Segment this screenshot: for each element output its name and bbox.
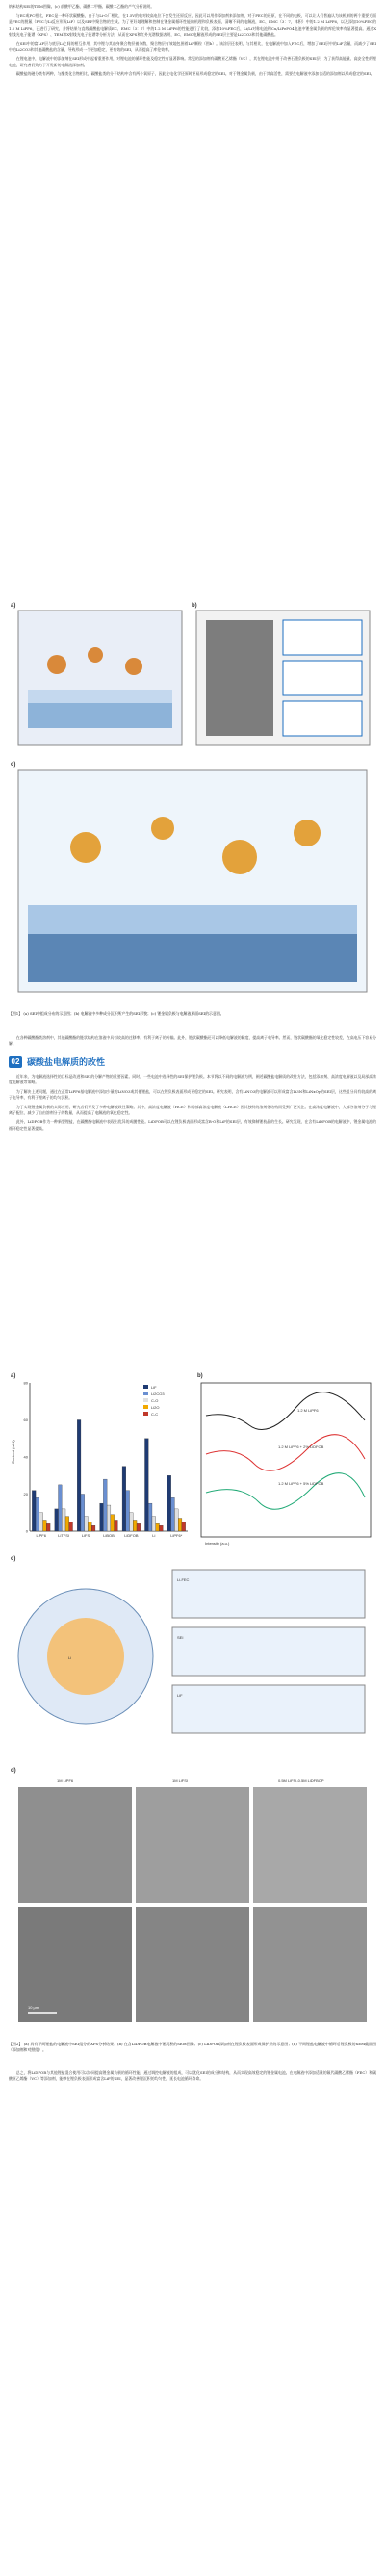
paragraph-5: 在各种碳酸酯类溶剂中，其他碳酸酯的链状结构在溶液中具有较高的迁移率，有利于离子的传输。此外，链状碳酸酯还可以降低电解液的黏度，提高离子电导率。然而，链状碳酸酯的氧化稳定性较差，在高电压下容易分解。: [9, 1035, 376, 1047]
bar-LiFSI-LiF: [77, 1420, 81, 1532]
intro-text: [9, 13, 376, 81]
line-series-2-label: 1.2 M LiPF6 + 2% LiDFOB: [278, 1444, 324, 1449]
legend-swatch: [143, 1412, 148, 1416]
fig1-b-tem-image: [206, 620, 273, 736]
line-chart-frame: [201, 1383, 371, 1537]
section-title: 碳酸盐电解质的改性: [27, 1058, 106, 1068]
bar-LiDFOB-Li2O: [133, 1520, 137, 1531]
bar-LiBOB-Li2CO3: [103, 1479, 107, 1531]
bar-LiPF6*-Li2CO3: [171, 1497, 175, 1531]
section-paragraph-2: 为了解决上述问题，通过在正常LiPF6基电解液中添加少量的LiNO3或其他锂盐，可以在锂负极表面形成更稳定的SEI。研究表明，含有LiNO3的电解液可以形成富含Li3N和LiNxOy的SEI层，这些组分具有较高的离子电导率，有利于锂离子的均匀沉积。: [9, 1088, 376, 1101]
legend-label: Li2O: [151, 1405, 160, 1410]
bar-x-tick: Li: [152, 1533, 156, 1538]
sem-image-3-bottom: [253, 1907, 367, 2022]
bar-LiPF6*-Li2O: [178, 1519, 182, 1531]
fig2-c-label-1: Li-FEC: [177, 1577, 190, 1582]
fig2-c-label-3: LiF: [177, 1693, 183, 1698]
sem-image-1-top: [18, 1787, 132, 1903]
bar-LiTFSI-C-O: [62, 1509, 65, 1531]
fig1-panel-a-label: a): [11, 603, 16, 609]
fig1-a-particle-2: [88, 647, 103, 663]
fig2-c-box-3: [172, 1685, 365, 1733]
fig2-panel-c: [18, 1570, 365, 1733]
figure-1-caption: 【图1】 (a) SEI中组成分布的示意图；(b) 电解液中多种成分沉积所产生的SEI形貌；(c) 锂金属负极与电解液界面SEI的示意图。: [9, 1011, 224, 1016]
legend-label: LiF: [151, 1385, 157, 1390]
footer-paragraph: 总之，将LiDFOB与其他锂盐混合使用可以协同提高锂金属负极的循环性能。通过调控电解液的组成，可以优化SEI的成分和结构，从而实现高效稳定的锂金属电池。在电解液中添加适量的氟代碳酸乙烯酯（FEC）和碳酸亚乙烯酯（VC）等添加剂，能够在锂负极表面形成富含LiF的SEI，显著改善锂沉积的均匀性，延长电池循环寿命。: [9, 2070, 376, 2082]
bar-Li-Li2O: [156, 1523, 160, 1531]
fig1-a-particle-3: [125, 658, 142, 675]
sem-image-2-bottom: [136, 1907, 249, 2022]
bar-Li-Li2CO3: [148, 1503, 152, 1531]
fig2-c-box-1: [172, 1570, 365, 1618]
legend-swatch: [143, 1392, 148, 1395]
fig2-panel-c-label: c): [11, 1556, 16, 1562]
line-series-3-label: 1.2 M LiPF6 + 5% LiDFOB: [278, 1481, 324, 1486]
bar-LiTFSI-LiF: [55, 1509, 59, 1531]
section-header: [9, 1055, 105, 1068]
bar-LiPF6-Li2CO3: [36, 1497, 39, 1531]
bar-x-tick: LiPF6*: [170, 1533, 183, 1538]
paragraph-1: 与EC或PC相比，FEC是一种环状碳酸酯，由于与Li-O厂相比，在1.5V的电对较高电位下会发生还原反应，因此可以用作添加剂来添加剂，对于FEC的还原，在不同的电极，可以让人们普遍认为该机制的两个重要方面是FEC的脱氟（FEC与Li反应形成LiF）以及SEI中聚合物的生成。为了更好地理解和控制在锂金属循环性能的机理和负极表面，清晰不同的电解液，EC、EMC（3：7，体积）中的1.2 M LiPF6，以及添加10%FEC的1.2 M LiPF6，已进行了研究，并将结果与直线碳酸盐电解质EC、EMC（3：7）中的1.2 M LiPF6的性能进行了比较，添加10%FEC后，Li/Li对称电池和Cu/LiFePO4电池中锂金属负极的库伦效率有显著提高。通过X射线光电子能谱（XPS）、TEM和X射线光电子能谱等分析方法，从而在XPS和红外光谱数据表明，EC、EMC电解液形成的SEI层主要是Li2CO3和其他碳酸盐。: [9, 13, 376, 38]
fig2-panel-a-label: a): [11, 1373, 16, 1379]
legend-swatch: [143, 1405, 148, 1409]
bar-LiBOB-C-C: [115, 1520, 118, 1531]
legend-swatch: [143, 1385, 148, 1389]
fig1-a-sei-layer: [28, 690, 172, 703]
section-text: [9, 1074, 376, 1134]
line-series-1-label: 1.2 M LiPF6: [297, 1408, 319, 1413]
fig2-panel-d: [18, 1778, 367, 2022]
figure-2: [9, 1367, 376, 2061]
bar-LiDFOB-Li2CO3: [126, 1491, 130, 1531]
bar-x-tick: LiPF6: [36, 1533, 46, 1538]
bar-LiTFSI-C-C: [69, 1522, 73, 1531]
bar-x-tick: LiBOB: [103, 1533, 115, 1538]
bar-LiFSI-C-C: [91, 1525, 95, 1531]
fig1-panel-c-label: c): [11, 762, 16, 768]
bar-LiPF6-C-C: [46, 1523, 50, 1531]
fig1-b-legend-box-2: [283, 661, 362, 695]
bar-LiPF6*-C-O: [174, 1509, 178, 1531]
bar-LiPF6-Li2O: [43, 1520, 47, 1531]
fig2-line-chart: [201, 1383, 371, 1546]
fig1-c-sei: [28, 905, 357, 934]
fig1-b-legend-box-1: [283, 620, 362, 655]
paragraph-4: 碳酸盐的磁分类有两种，与酯类化合物相比，碳酸盐类的分子结构中含有两个氧原子，因此在电化学还原时更易形成稳定的SEI。对于锂金属负极，由于其高活性，需要在电解液中添加合适的添加剂以形成稳定的SEI。: [15, 71, 374, 77]
bar-LiFSI-Li2CO3: [81, 1495, 85, 1532]
bar-LiDFOB-C-O: [130, 1513, 134, 1531]
bar-y-tick: 20: [23, 1492, 28, 1496]
bar-LiBOB-LiF: [100, 1503, 104, 1531]
line-y-label: Intensity (a.u.): [205, 1541, 230, 1546]
figure-2-graphic: [9, 1367, 376, 2032]
sem-title-2: 1M LiFSI: [172, 1778, 189, 1782]
figure-1: [9, 597, 376, 1030]
bar-LiPF6*-LiF: [167, 1475, 171, 1531]
fig2-panel-d-label: d): [11, 1768, 16, 1774]
legend-label: Li2CO3: [151, 1392, 165, 1396]
bar-x-tick: LiFSI: [81, 1533, 91, 1538]
figure-2-caption: 【图2】 (a) 具有不同锂盐的电解液中SEI组分的XPS分析结果；(b) 在含LiDFOB电解液中锂沉积的SEM图像；(c) LiDFOB添加剂在锂负极表面形成保护层的示意图；(d) 不同锂盐电解液中循环后锂负极的SEM截面图（添加剂和对照组）。: [9, 2042, 376, 2052]
fig2-c-label-4: Li: [68, 1655, 72, 1660]
bar-LiPF6*-C-C: [182, 1522, 186, 1531]
bar-LiTFSI-Li2O: [65, 1517, 69, 1531]
bar-LiDFOB-LiF: [122, 1467, 126, 1531]
fig2-c-box-2: [172, 1627, 365, 1676]
sem-image-3-top: [253, 1787, 367, 1903]
sem-image-2-top: [136, 1787, 249, 1903]
bar-y-tick: 60: [23, 1418, 28, 1422]
paragraph-3: 在锂电池中，电解液中的添加剂在SEI形成中起着重要作用，对锂电池的循环性能及稳定性有显著影响。常见的添加剂有碳酸亚乙烯酯（VC），其在锂电池中用于改善石墨负极的SEI层，为了获得高能量、高安全性的锂电池，研究者们致力于开发新的电解液添加剂。: [9, 56, 376, 67]
bar-LiBOB-C-O: [107, 1505, 111, 1531]
bar-y-label: Content (at%): [11, 1440, 15, 1464]
fig1-a-electrode: [28, 703, 172, 728]
bar-y-tick: 0: [25, 1528, 28, 1534]
bar-LiBOB-Li2O: [111, 1515, 115, 1531]
section-paragraph-4: 此外，LiDFOB作为一种新型锂盐，在碳酸酯电解液中表现出优异的成膜性能。LiDFOB可以在锂负极表面形成富含B-O和LiF的SEI层，有效抑制锂枝晶的生长。研究发现，在含有LiDFOB的电解液中，锂金属电池的循环稳定性显著提高。: [9, 1119, 376, 1131]
header-text: [9, 4, 376, 13]
bar-Li-C-C: [159, 1525, 163, 1531]
paragraph-2: 在SEI中的富LiF层与底层Li之间的相互作用，其中锂与其前身聚合物层被分散，聚合物层有效地包围着LiF颗粒（图b）。该涂层还表明，与其相比，在电解液中加入FEC后，增加了SEI层中的LiF含量，而减少了SEI中的Li2CO3和其他碳酸盐的含量，导致形成一个更加稳定，更有效的SEI，从而提高了库伦效率。: [9, 40, 376, 53]
fig1-c-li-metal: [28, 934, 357, 982]
bar-Li-LiF: [144, 1439, 148, 1531]
bar-LiPF6-C-O: [39, 1513, 43, 1531]
section-paragraph-3: 为了实现锂金属负极的实际应用，研究者们开发了多种电解液改性策略。其中，高浓度电解液（HCE）和局部高浓度电解液（LHCE）因其独特的溶剂化结构而受到广泛关注。在高浓度电解液中，大部分溶剂分子与锂离子配位，减少了自由溶剂分子的数量，从而提高了电解液的氧化稳定性。: [9, 1104, 376, 1116]
section-number: 02: [9, 1056, 22, 1068]
bar-y-tick: 80: [23, 1380, 28, 1386]
bar-Li-C-O: [152, 1517, 156, 1531]
fig1-panel-b-label: b): [192, 603, 197, 609]
fig1-a-particle-1: [47, 655, 66, 674]
bar-LiPF6-LiF: [32, 1491, 36, 1531]
bar-y-tick: 40: [23, 1454, 28, 1460]
bar-x-tick: LiDFOB: [124, 1533, 139, 1538]
bar-LiFSI-Li2O: [88, 1522, 91, 1531]
sem-scale-label: 10 μm: [28, 2005, 39, 2010]
figure-1-graphic: [9, 597, 376, 1002]
fig2-panel-b-label: b): [197, 1373, 203, 1379]
mid-text: [9, 1035, 376, 1051]
header-line: 纳米结构SEI的TEM图像。(c) 前酸甲乙酯、碳酸二甲酯、碳酸二乙酯的产气分析说明。: [9, 4, 155, 9]
sem-title-3: 0.5M LiFSI-0.5M LiDFBOP: [278, 1778, 324, 1782]
fig2-bar-chart: [11, 1381, 188, 1539]
section-paragraph-1: 近年来，为电解液选择性的目标是改进和SEI的分解产物的重要因素。同时，一些电池中选择性的SEI保护锂负极。本节将以不同的电解液为例，阐述碳酸盐电解质的改性方法，包括添加剂、高浓度电解液以及局部高浓度电解液等策略。: [9, 1074, 376, 1085]
legend-label: C-O: [151, 1398, 159, 1403]
bar-LiFSI-C-O: [85, 1517, 89, 1531]
bar-x-tick: LiTFSI: [58, 1533, 70, 1538]
footer-text: [9, 2070, 376, 2086]
fig1-b-legend-box-3: [283, 701, 362, 736]
sem-title-1: 1M LiPF6: [57, 1778, 74, 1782]
bar-LiDFOB-C-C: [137, 1523, 141, 1531]
bar-LiTFSI-Li2CO3: [59, 1485, 63, 1531]
fig2-c-core: [47, 1618, 124, 1695]
legend-label: C-C: [151, 1412, 159, 1417]
fig2-c-label-2: SEI: [177, 1635, 184, 1640]
legend-swatch: [143, 1398, 148, 1402]
